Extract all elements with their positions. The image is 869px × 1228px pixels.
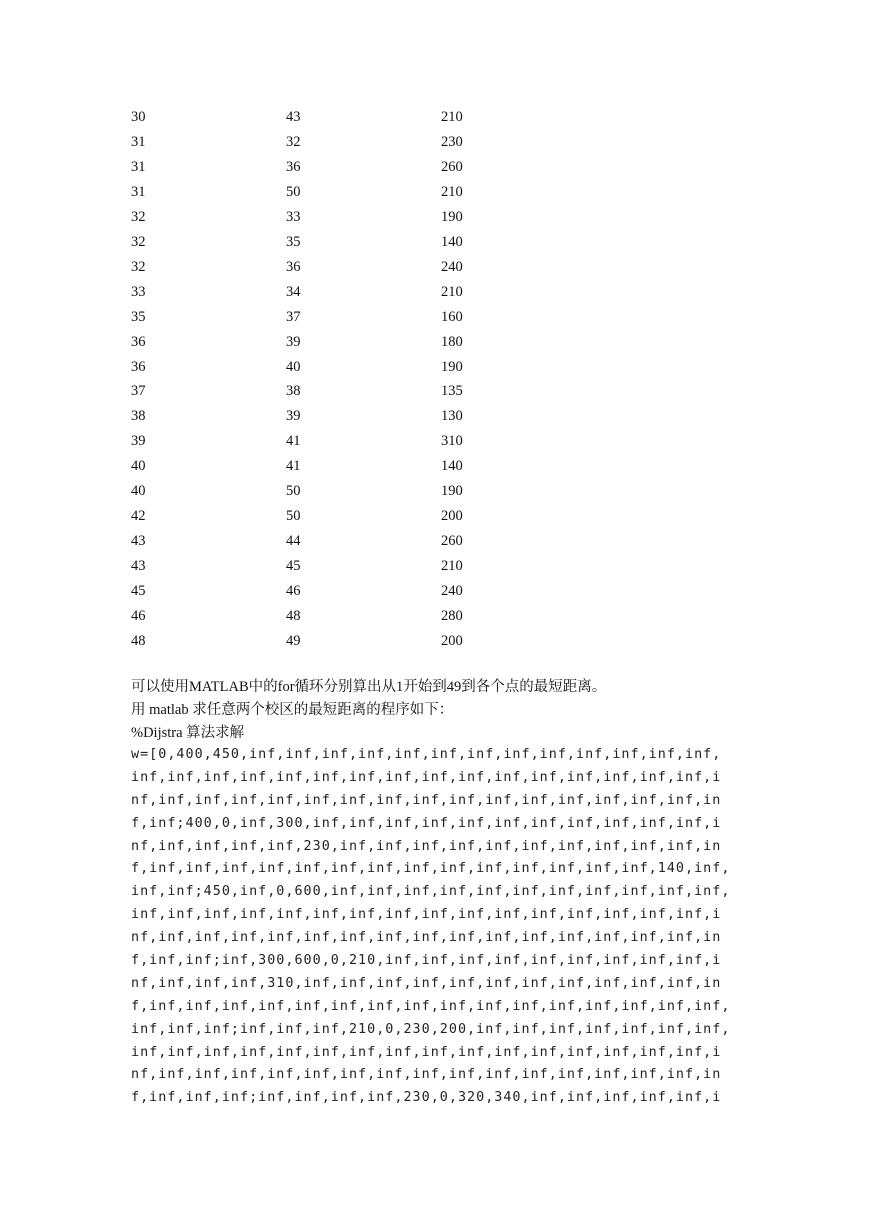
- distance-cell: 240: [441, 258, 463, 275]
- from-node-cell: 30: [131, 109, 146, 125]
- code-line: f,inf,inf,inf,inf,inf,inf,inf,inf,inf,inf,inf,inf,inf,inf,140,inf,: [131, 861, 731, 877]
- to-node-cell: 49: [286, 633, 301, 650]
- table-row: [131, 604, 501, 629]
- table-row: [131, 255, 501, 280]
- table-row: [131, 454, 501, 479]
- table-row: [131, 205, 501, 230]
- paragraph-loop-note: 可以使用MATLAB中的for循环分别算出从1开始到49到各个点的最短距离。: [131, 679, 607, 695]
- table-row: [131, 180, 501, 205]
- table-row: [131, 155, 501, 180]
- to-node-cell: 45: [286, 558, 301, 575]
- distance-cell: 260: [441, 533, 463, 550]
- distance-cell: 130: [441, 408, 463, 425]
- distance-cell: 140: [441, 458, 463, 475]
- matlab-code-block: [131, 744, 741, 1110]
- to-node-cell: 37: [286, 308, 301, 325]
- table-row: [131, 579, 501, 604]
- table-row: [131, 379, 501, 404]
- code-line: nf,inf,inf,inf,310,inf,inf,inf,inf,inf,inf,inf,inf,inf,inf,inf,in: [131, 975, 722, 991]
- from-node-cell: 42: [131, 508, 146, 525]
- distance-cell: 190: [441, 208, 463, 225]
- code-line: f,inf;400,0,inf,300,inf,inf,inf,inf,inf,inf,inf,inf,inf,inf,inf,i: [131, 815, 722, 831]
- from-node-cell: 33: [131, 283, 146, 300]
- distance-cell: 260: [441, 158, 463, 175]
- to-node-cell: 50: [286, 183, 301, 200]
- to-node-cell: 39: [286, 333, 301, 350]
- distance-cell: 190: [441, 358, 463, 375]
- from-node-cell: 43: [131, 533, 146, 550]
- to-node-cell: 41: [286, 433, 301, 450]
- to-node-cell: 35: [286, 233, 301, 250]
- distance-cell: 200: [441, 633, 463, 650]
- table-row: [131, 355, 501, 380]
- code-line: inf,inf,inf;inf,inf,inf,210,0,230,200,inf,inf,inf,inf,inf,inf,inf,: [131, 1021, 731, 1037]
- explanation-text: [131, 676, 741, 745]
- edge-table-body: [131, 105, 501, 654]
- to-node-cell: 50: [286, 483, 301, 500]
- table-row: [131, 330, 501, 355]
- table-row: [131, 404, 501, 429]
- table-row: [131, 504, 501, 529]
- from-node-cell: 32: [131, 208, 146, 225]
- from-node-cell: 46: [131, 608, 146, 625]
- code-line: inf,inf,inf,inf,inf,inf,inf,inf,inf,inf,inf,inf,inf,inf,inf,inf,i: [131, 1044, 722, 1060]
- code-line: nf,inf,inf,inf,inf,inf,inf,inf,inf,inf,inf,inf,inf,inf,inf,inf,in: [131, 792, 722, 808]
- from-node-cell: 43: [131, 558, 146, 575]
- table-row: [131, 230, 501, 255]
- to-node-cell: 36: [286, 258, 301, 275]
- to-node-cell: 50: [286, 508, 301, 525]
- table-row: [131, 554, 501, 579]
- to-node-cell: 46: [286, 583, 301, 600]
- paragraph-program-intro: 用 matlab 求任意两个校区的最短距离的程序如下：: [131, 701, 454, 718]
- from-node-cell: 45: [131, 583, 146, 600]
- distance-cell: 210: [441, 109, 463, 125]
- code-line: nf,inf,inf,inf,inf,inf,inf,inf,inf,inf,inf,inf,inf,inf,inf,inf,in: [131, 1067, 722, 1083]
- code-line: inf,inf,inf,inf,inf,inf,inf,inf,inf,inf,inf,inf,inf,inf,inf,inf,i: [131, 907, 722, 923]
- from-node-cell: 40: [131, 458, 146, 475]
- from-node-cell: 31: [131, 183, 146, 200]
- from-node-cell: 31: [131, 133, 146, 150]
- from-node-cell: 36: [131, 358, 146, 375]
- to-node-cell: 32: [286, 133, 301, 150]
- distance-cell: 230: [441, 133, 463, 150]
- table-row: [131, 479, 501, 504]
- distance-cell: 210: [441, 183, 463, 200]
- code-line: nf,inf,inf,inf,inf,230,inf,inf,inf,inf,inf,inf,inf,inf,inf,inf,in: [131, 838, 722, 854]
- distance-cell: 240: [441, 583, 463, 600]
- distance-cell: 190: [441, 483, 463, 500]
- distance-cell: 210: [441, 283, 463, 300]
- from-node-cell: 36: [131, 333, 146, 350]
- distance-cell: 135: [441, 383, 463, 400]
- from-node-cell: 38: [131, 408, 146, 425]
- table-row: [131, 105, 501, 130]
- distance-cell: 140: [441, 233, 463, 250]
- from-node-cell: 48: [131, 633, 146, 650]
- distance-cell: 180: [441, 333, 463, 350]
- to-node-cell: 36: [286, 158, 301, 175]
- distance-cell: 280: [441, 608, 463, 625]
- distance-cell: 310: [441, 433, 463, 450]
- to-node-cell: 33: [286, 208, 301, 225]
- from-node-cell: 32: [131, 258, 146, 275]
- from-node-cell: 35: [131, 308, 146, 325]
- code-line: f,inf,inf;inf,300,600,0,210,inf,inf,inf,inf,inf,inf,inf,inf,inf,i: [131, 953, 722, 969]
- to-node-cell: 40: [286, 358, 301, 375]
- edge-weight-table: [131, 105, 501, 654]
- to-node-cell: 43: [286, 109, 301, 125]
- from-node-cell: 31: [131, 158, 146, 175]
- distance-cell: 200: [441, 508, 463, 525]
- to-node-cell: 39: [286, 408, 301, 425]
- to-node-cell: 48: [286, 608, 301, 625]
- from-node-cell: 40: [131, 483, 146, 500]
- code-line: w=[0,400,450,inf,inf,inf,inf,inf,inf,inf,inf,inf,inf,inf,inf,inf,: [131, 747, 722, 762]
- table-row: [131, 529, 501, 554]
- from-node-cell: 37: [131, 383, 146, 400]
- table-row: [131, 629, 501, 654]
- code-line: nf,inf,inf,inf,inf,inf,inf,inf,inf,inf,inf,inf,inf,inf,inf,inf,in: [131, 930, 722, 946]
- to-node-cell: 41: [286, 458, 301, 475]
- distance-cell: 160: [441, 308, 463, 325]
- code-line: inf,inf,inf,inf,inf,inf,inf,inf,inf,inf,inf,inf,inf,inf,inf,inf,i: [131, 769, 722, 785]
- table-row: [131, 130, 501, 155]
- code-line: f,inf,inf,inf;inf,inf,inf,inf,230,0,320,340,inf,inf,inf,inf,inf,i: [131, 1090, 722, 1106]
- to-node-cell: 38: [286, 383, 301, 400]
- table-row: [131, 305, 501, 330]
- code-line: inf,inf;450,inf,0,600,inf,inf,inf,inf,inf,inf,inf,inf,inf,inf,inf,: [131, 884, 731, 900]
- distance-cell: 210: [441, 558, 463, 575]
- code-line: f,inf,inf,inf,inf,inf,inf,inf,inf,inf,inf,inf,inf,inf,inf,inf,inf,: [131, 998, 731, 1014]
- from-node-cell: 32: [131, 233, 146, 250]
- table-row: [131, 280, 501, 305]
- code-comment-dijkstra: %Dijstra 算法求解: [131, 724, 245, 741]
- table-row: [131, 429, 501, 454]
- to-node-cell: 34: [286, 283, 301, 300]
- to-node-cell: 44: [286, 533, 301, 550]
- from-node-cell: 39: [131, 433, 146, 450]
